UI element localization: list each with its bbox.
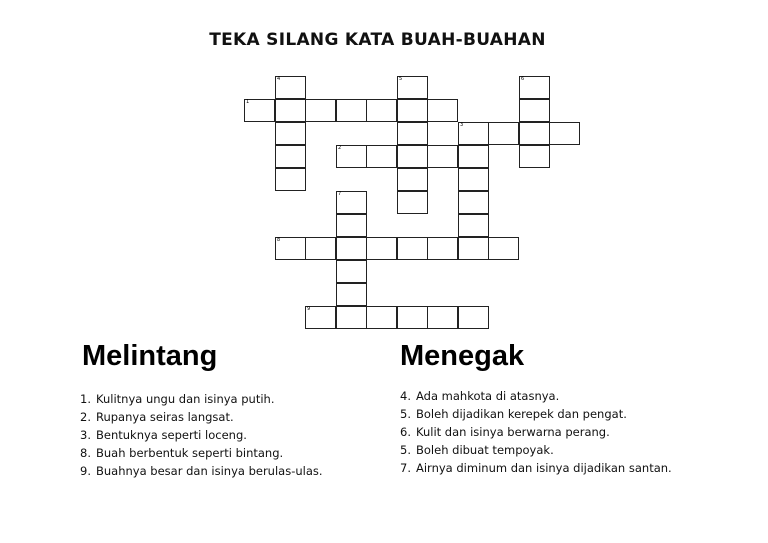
crossword-cell[interactable] xyxy=(397,168,428,191)
crossword-cell[interactable] xyxy=(244,99,275,122)
crossword-cell[interactable] xyxy=(488,237,519,260)
crossword-cell[interactable] xyxy=(366,237,397,260)
clue-item-text: Kulitnya ungu dan isinya putih. xyxy=(96,392,275,406)
crossword-cell[interactable] xyxy=(458,237,489,260)
clue-item xyxy=(400,441,672,459)
clue-item xyxy=(80,390,323,408)
crossword-cell[interactable] xyxy=(397,122,428,145)
across-heading: Melintang xyxy=(82,340,218,372)
crossword-cell[interactable] xyxy=(519,76,550,99)
crossword-cell[interactable] xyxy=(275,145,306,168)
crossword-cell[interactable] xyxy=(336,283,367,306)
crossword-cell[interactable] xyxy=(397,306,428,329)
clue-item-number: 6. xyxy=(400,425,411,439)
crossword-cell[interactable] xyxy=(458,191,489,214)
crossword-cell[interactable] xyxy=(275,237,306,260)
crossword-cell[interactable] xyxy=(397,237,428,260)
crossword-cell[interactable] xyxy=(336,191,367,214)
clue-item xyxy=(400,387,672,405)
clue-number: 4 xyxy=(277,76,281,82)
clue-item-number: 1. xyxy=(80,392,91,406)
clue-item xyxy=(400,405,672,423)
crossword-cell[interactable] xyxy=(458,214,489,237)
crossword-cell[interactable] xyxy=(397,191,428,214)
clue-item-text: Boleh dijadikan kerepek dan pengat. xyxy=(416,407,627,421)
clue-item-text: Buah berbentuk seperti bintang. xyxy=(96,446,284,460)
crossword-cell[interactable] xyxy=(519,99,550,122)
crossword-cell[interactable] xyxy=(488,122,519,145)
clue-item-text: Airnya diminum dan isinya dijadikan santan. xyxy=(416,461,672,475)
clue-number: 3 xyxy=(460,122,464,128)
crossword-cell[interactable] xyxy=(336,306,367,329)
crossword-cell[interactable] xyxy=(397,76,428,99)
down-heading: Menegak xyxy=(400,340,525,372)
clue-item xyxy=(400,459,672,477)
clue-number: 7 xyxy=(338,191,342,197)
clue-item-number: 4. xyxy=(400,389,411,403)
clue-number: 5 xyxy=(399,76,403,82)
crossword-cell[interactable] xyxy=(366,145,397,168)
crossword-cell[interactable] xyxy=(336,99,367,122)
crossword-cell[interactable] xyxy=(275,76,306,99)
clue-item-number: 2. xyxy=(80,410,91,424)
crossword-cell[interactable] xyxy=(275,168,306,191)
crossword-cell[interactable] xyxy=(549,122,580,145)
crossword-cell[interactable] xyxy=(275,122,306,145)
clue-item-number: 3. xyxy=(80,428,91,442)
clue-item-number: 9. xyxy=(80,464,91,478)
crossword-cell[interactable] xyxy=(366,99,397,122)
crossword-cell[interactable] xyxy=(305,99,336,122)
crossword-cell[interactable] xyxy=(397,145,428,168)
crossword-cell[interactable] xyxy=(305,306,336,329)
clue-number: 1 xyxy=(246,99,250,105)
crossword-cell[interactable] xyxy=(336,237,367,260)
crossword-cell[interactable] xyxy=(427,237,458,260)
clue-item xyxy=(400,423,672,441)
clue-number: 8 xyxy=(277,237,281,243)
crossword-cell[interactable] xyxy=(458,122,489,145)
clue-item-text: Ada mahkota di atasnya. xyxy=(416,389,560,403)
crossword-cell[interactable] xyxy=(458,145,489,168)
clue-item xyxy=(80,426,323,444)
clue-item-text: Rupanya seiras langsat. xyxy=(96,410,234,424)
crossword-cell[interactable] xyxy=(275,99,306,122)
clue-number: 9 xyxy=(307,306,311,312)
clue-item-text: Buahnya besar dan isinya berulas-ulas. xyxy=(96,464,323,478)
crossword-cell[interactable] xyxy=(458,306,489,329)
crossword-cell[interactable] xyxy=(458,168,489,191)
crossword-cell[interactable] xyxy=(427,306,458,329)
clue-item xyxy=(80,408,323,426)
down-clue-list xyxy=(400,387,672,477)
crossword-cell[interactable] xyxy=(427,145,458,168)
crossword-cell[interactable] xyxy=(305,237,336,260)
clue-item-text: Bentuknya seperti loceng. xyxy=(96,428,247,442)
clue-item xyxy=(80,462,323,480)
clue-item-number: 5. xyxy=(400,407,411,421)
clue-item-text: Boleh dibuat tempoyak. xyxy=(416,443,554,457)
crossword-cell[interactable] xyxy=(519,122,550,145)
crossword-cell[interactable] xyxy=(336,214,367,237)
across-clue-list xyxy=(80,390,323,480)
crossword-cell[interactable] xyxy=(397,99,428,122)
clue-item xyxy=(80,444,323,462)
page-title: TEKA SILANG KATA BUAH-BUAHAN xyxy=(209,30,546,50)
clue-number: 2 xyxy=(338,145,342,151)
clue-item-number: 8. xyxy=(80,446,91,460)
crossword-cell[interactable] xyxy=(519,145,550,168)
clue-item-number: 7. xyxy=(400,461,411,475)
crossword-cell[interactable] xyxy=(366,306,397,329)
crossword-cell[interactable] xyxy=(427,99,458,122)
crossword-cell[interactable] xyxy=(336,260,367,283)
clue-number: 6 xyxy=(521,76,525,82)
clue-item-text: Kulit dan isinya berwarna perang. xyxy=(416,425,610,439)
crossword-cell[interactable] xyxy=(336,145,367,168)
clue-item-number: 5. xyxy=(400,443,411,457)
